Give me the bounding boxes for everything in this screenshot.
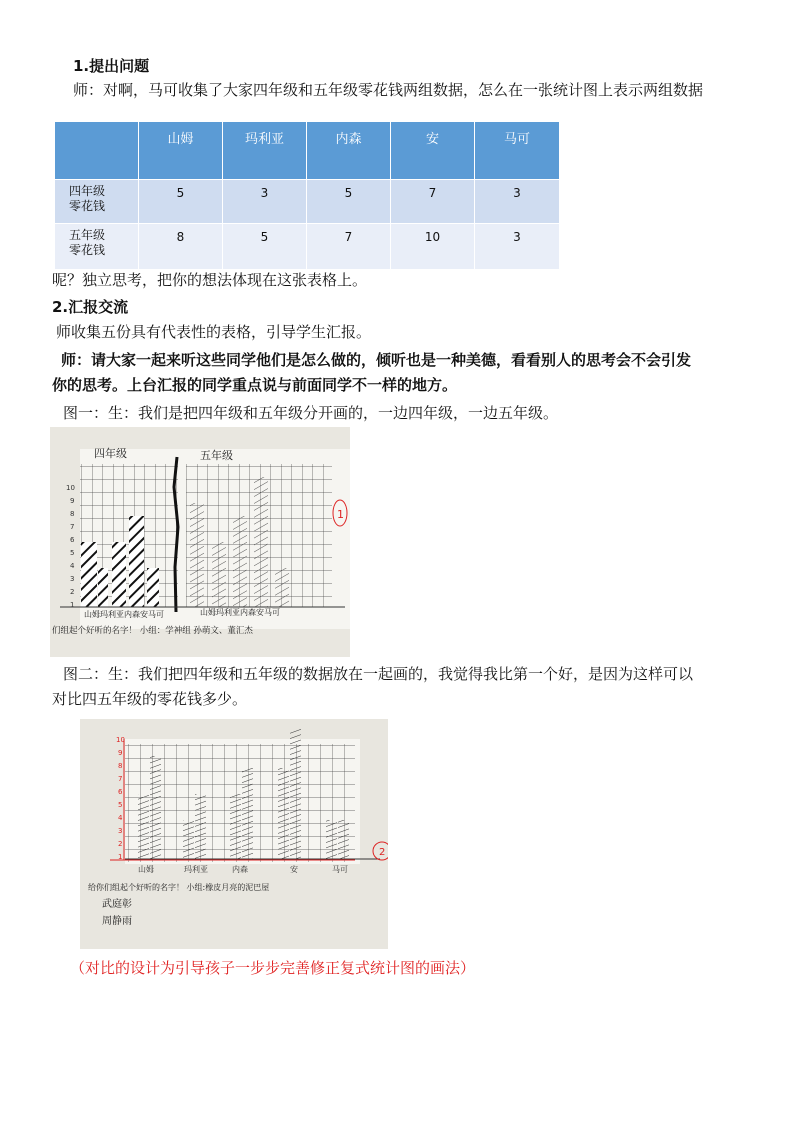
y-tick: 9: [70, 497, 75, 505]
figure1-caption: 图一：生：我们是把四年级和五年级分开画的，一边四年级，一边五年级。: [63, 404, 559, 422]
figure2-photo: [80, 719, 388, 949]
figure2-category: 马可: [332, 865, 348, 874]
y-tick: 5: [70, 549, 75, 557]
table-header-cell: 安: [391, 122, 475, 180]
allowance-table-wrapper: [54, 121, 560, 270]
design-note: （对比的设计为引导孩子一步步完善修正复式统计图的画法）: [70, 959, 476, 977]
y-tick: 2: [70, 588, 75, 596]
figure2-category: 安: [290, 865, 298, 874]
figure2-circle-mark: 2: [379, 847, 386, 858]
table-cell: 8: [139, 224, 223, 270]
figure1-label-right: 五年级: [200, 449, 233, 462]
y-tick: 7: [70, 523, 75, 531]
y-tick: 2: [118, 840, 123, 848]
y-tick: 6: [70, 536, 75, 544]
y-tick: 10: [66, 484, 75, 492]
section2-heading: 2.汇报交流: [52, 298, 129, 316]
figure2-category: 玛利亚: [184, 865, 208, 874]
figure2-drawing: [80, 719, 388, 949]
figure1-circle-mark: 1: [337, 508, 344, 521]
table-header-cell: 玛利亚: [223, 122, 307, 180]
table-cell: 7: [307, 224, 391, 270]
table-cell: 3: [475, 180, 560, 224]
figure1-drawing: [50, 427, 350, 657]
section1-heading: 1.提出问题: [73, 57, 150, 75]
figure1-names-right: 山姆玛利亚内森安马可: [200, 608, 280, 617]
y-tick: 3: [118, 827, 123, 835]
y-tick: 8: [70, 510, 75, 518]
y-tick: 7: [118, 775, 123, 783]
figure2-signature1: 武庭彰: [102, 899, 132, 910]
table-header-row: [55, 122, 560, 180]
section2-intro: 师收集五份具有代表性的表格，引导学生汇报。: [56, 323, 372, 341]
table-header-cell: 山姆: [139, 122, 223, 180]
y-tick: 10: [116, 736, 125, 744]
section1-paragraph-line2: 呢？独立思考，把你的想法体现在这张表格上。: [52, 271, 368, 289]
figure2-category: 内森: [232, 865, 248, 874]
teacher-remark-line1: 师：请大家一起来听这些同学他们是怎么做的，倾听也是一种美德，看看别人的思考会不会引发: [61, 351, 692, 369]
table-row: [55, 180, 560, 224]
figure1-names-left: 山姆玛利亚内森安马可: [84, 610, 164, 619]
row-label: 四年级 零花钱: [55, 180, 139, 224]
y-tick: 8: [118, 762, 123, 770]
table-cell: 10: [391, 224, 475, 270]
table-header-cell: 马可: [475, 122, 560, 180]
allowance-table: [54, 121, 560, 270]
y-tick: 4: [118, 814, 123, 822]
y-tick: 5: [118, 801, 123, 809]
figure2-signature2: 周静雨: [102, 916, 132, 927]
y-tick: 4: [70, 562, 75, 570]
figure2-caption-line1: 图二：生：我们把四年级和五年级的数据放在一起画的，我觉得我比第一个好，是因为这样可以: [63, 665, 694, 683]
table-cell: 3: [475, 224, 560, 270]
row-label: 五年级 零花钱: [55, 224, 139, 270]
table-row: [55, 224, 560, 270]
figure2-caption-line2: 对比四五年级的零花钱多少。: [52, 690, 248, 708]
y-tick: 1: [70, 601, 75, 609]
figure2-category: 山姆: [138, 865, 154, 874]
figure1-label-left: 四年级: [94, 447, 127, 460]
y-tick: 6: [118, 788, 123, 796]
figure1-footer: 们组起个好听的名字！ 小组：学神组 孙萌文、董汇杰: [52, 626, 253, 636]
table-cell: 7: [391, 180, 475, 224]
table-cell: 5: [307, 180, 391, 224]
table-cell: 3: [223, 180, 307, 224]
y-tick: 1: [118, 853, 123, 861]
figure1-photo: [50, 427, 350, 657]
y-tick: 9: [118, 749, 123, 757]
teacher-remark-line2: 你的思考。上台汇报的同学重点说与前面同学不一样的地方。: [52, 376, 458, 394]
table-cell: 5: [223, 224, 307, 270]
table-header-cell: [55, 122, 139, 180]
section1-paragraph-line1: 师：对啊，马可收集了大家四年级和五年级零花钱两组数据，怎么在一张统计图上表示两组数据: [73, 81, 704, 99]
table-header-cell: 内森: [307, 122, 391, 180]
figure2-footer: 给你们组起个好听的名字！ 小组:橡皮月亮的泥巴屋: [88, 883, 270, 892]
table-cell: 5: [139, 180, 223, 224]
y-tick: 3: [70, 575, 75, 583]
